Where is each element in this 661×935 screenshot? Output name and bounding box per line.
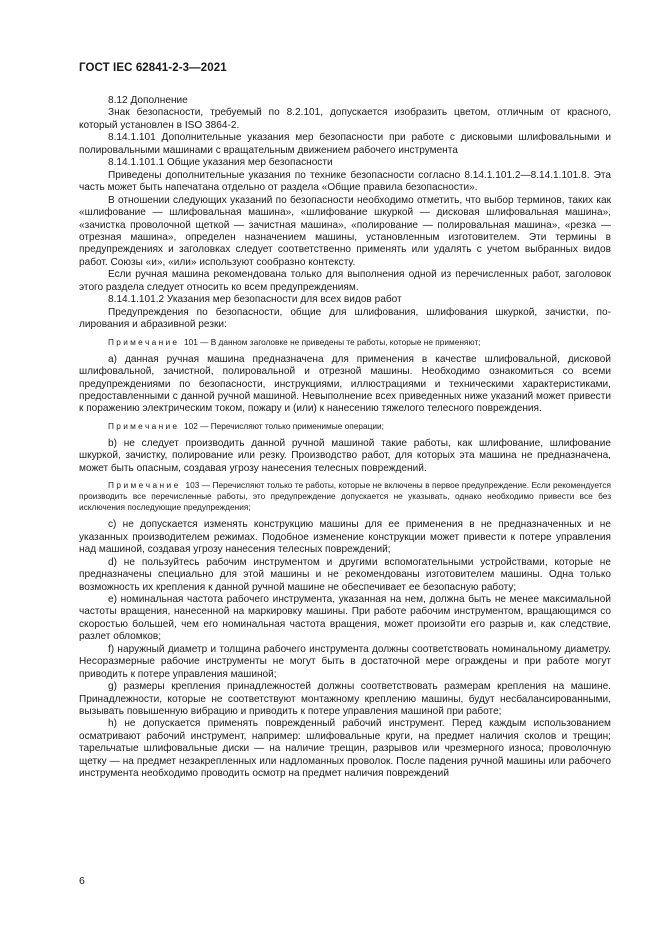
note xyxy=(79,421,611,432)
list-item: e) номинальная частота рабочего инструмента, указанная на нем, должна быть не менее максимальной частоты вращения, нанесенной на маркировку машины. При работе рабочим инструментом, вращающимся со скоростью большей, чем его номинальная частота вращения, может произойти его разрыв и, как следствие, разлет обломков; xyxy=(79,593,611,643)
paragraph: Знак безопасности, требуемый по 8.2.101, допускается изобразить цветом, отличным от красного, который установлен в ISO 3864-2. xyxy=(79,107,611,131)
subsection-heading: 8.14.1.101.2 Указания мер безопасности для всех видов работ xyxy=(108,294,402,306)
page-number: 6 xyxy=(79,875,85,887)
note xyxy=(79,480,611,513)
list-item: g) размеры крепления принадлежностей должны соответствовать размерам крепления на машине. Принадлежности, которые не соответствуют монтажному креплению машины, будут несбалансированными, вызывать повышенную вибрацию и приводить к потере управления машиной при работе; xyxy=(79,681,611,718)
note-text: 103 — Перечисляют только те работы, которые не включены в первое предупреждение. Если рекомендуется производить все перечисленные работы, это предупреждение допускается не указывать, однако необходимо привести все без исключения последующие предупреждения; xyxy=(79,480,612,513)
subsection-heading: 8.14.1.101.1 Общие указания мер безопасности xyxy=(108,157,333,169)
paragraph: Предупреждения по безопасности, общие для шлифования, шлифования шкуркой, зачистки, полирования и абразивной резки: xyxy=(79,306,611,331)
paragraph: В отношении следующих указаний по безопасности необходимо отметить, что выбор терминов, таких как «шлифование — шлифовальная машина», «шлифование шкуркой — дисковая шлифовальная машина», «зачистка проволочной щеткой — зачистная машина», «полирование — полировальная машина», «резка — отрезная машина», определен назначением машины, установленным изготовителем. Эти термины в предупреждениях и заголовках следует соответственно применять или удалять с учетом выбранных видов работ. Союзы «и», «или» используют сообразно контексту. xyxy=(79,194,611,268)
list-item: c) не допускается изменять конструкцию машины для ее применения в не предназначенных и не указанных производителем режимах. Подобное изменение конструкции может привести к потере управления над машиной, создавая угрозу нанесения телесных повреждений; xyxy=(79,519,611,556)
document-header: ГОСТ IEC 62841-2-3—2021 xyxy=(79,62,227,74)
list-item: h) не допускается применять поврежденный рабочий инструмент. Перед каждым использованием осматривают рабочий инструмент, например: шлифовальные круги, на предмет наличия сколов и трещин; тарельчатые шлифовальные диски — на наличие трещин, разрывов или чрезмерного износа; проволочную щетку — на предмет незакрепленных или надломанных проволок. После падения ручной машины или рабочего инструмента необходимо проводить осмотр на предмет наличия повреждений xyxy=(79,718,611,780)
note-text: 101 — В данном заголовке не приведены те работы, которые не применяют; xyxy=(183,336,481,347)
note-label: П р и м е ч а н и е xyxy=(108,480,179,491)
subsection-heading: 8.14.1.101 Дополнительные указания мер безопасности при работе с дисковыми шлифовальными и полировальными машинами с вращательным движением рабочего инструмента xyxy=(79,132,611,156)
note-text: 102 — Перечисляют только применимые операции; xyxy=(183,420,384,431)
note-label: П р и м е ч а н и е xyxy=(108,336,178,347)
paragraph: Если ручная машина рекомендована только для выполнения одной из перечисленных работ, заголовок этого раздела следует относить ко всем предупреждениям. xyxy=(79,269,611,293)
note-label: П р и м е ч а н и е xyxy=(108,420,178,431)
document-body xyxy=(79,95,611,781)
note xyxy=(79,337,611,348)
list-item: b) не следует производить данной ручной машиной такие работы, как шлифование, шлифование шкуркой, зачистку, полирование или резку. Производство работ, для которых эта машина не предназначена, может быть опасным, создавая угрозу нанесения телесных повреждений. xyxy=(79,437,611,474)
list-item: d) не пользуйтесь рабочим инструментом и другими вспомогательными устройствами, которые не предназначены специально для этой машины и не рекомендованы изготовителем машины. Одна только возможность их крепления к данной ручной машине не обеспечивает ее безопасную работу; xyxy=(79,556,611,593)
section-heading: 8.12 Дополнение xyxy=(108,95,188,106)
list-item: a) данная ручная машина предназначена для применения в качестве шлифовальной, дисковой шлифовальной, зачистной, полировальной и отрезной машины. Необходимо ознакомиться со всеми предупреждениями по безопасности, инструкциями, иллюстрациями и техническими характеристиками, предоставленными с данной ручной машиной. Невыполнение всех приведенных ниже указаний может привести к поражению электрическим током, пожару и (или) к нанесению тяжелого телесного повреждения. xyxy=(79,353,611,415)
list-item: f) наружный диаметр и толщина рабочего инструмента должны соответствовать номинальному диаметру. Несоразмерные рабочие инструменты не могут быть в достаточной мере ограждены и при работе могут приводить к потере управления машиной; xyxy=(79,643,611,680)
paragraph: Приведены дополнительные указания по технике безопасности согласно 8.14.1.101.2—8.14.1.101.8. Эта часть может быть напечатана отдельно от раздела «Общие правила безопасности». xyxy=(79,169,611,194)
